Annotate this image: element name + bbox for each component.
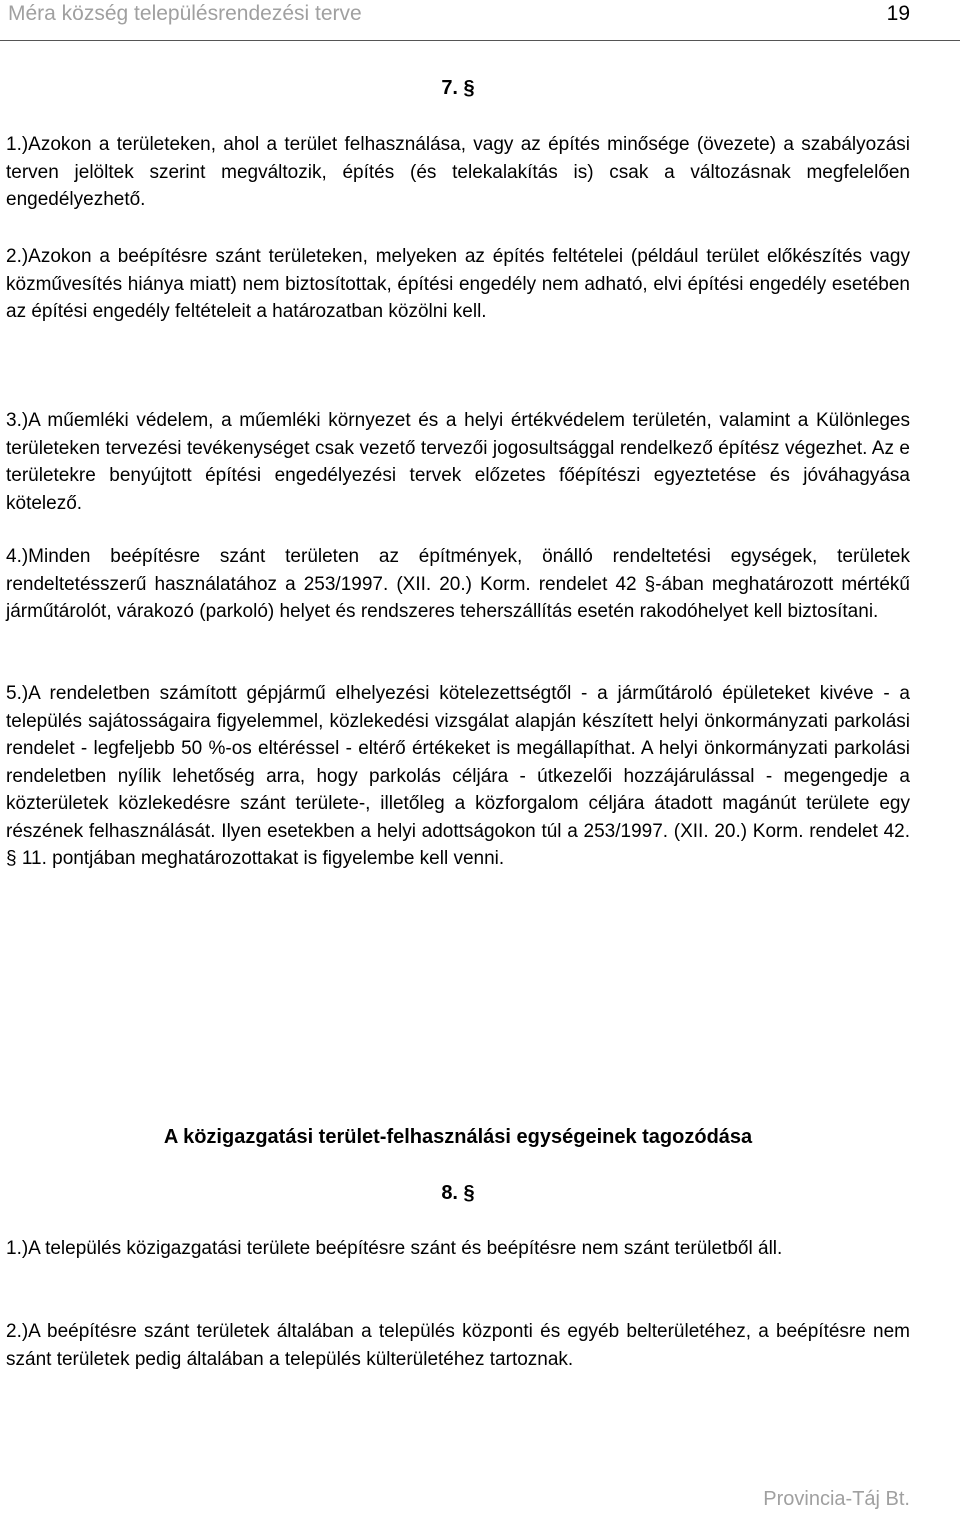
section-7-paragraph-4: 4.)Minden beépítésre szánt területen az építmények, önálló rendeltetési egységek, területek rendeltetésszerű használatához a 253/1997. (XII. 20.) Korm. rendelet 42 §-ában meghatározott mértékű járműtárolót, várakozó (parkoló) helyet és rendszeres teherszállítás esetén rakodóhelyet kell biztosítani. bbox=[6, 546, 910, 622]
page-number: 19 bbox=[886, 2, 910, 25]
section-8-mark: 8. § bbox=[441, 1182, 475, 1204]
section-7-paragraph-5: 5.)A rendeletben számított gépjármű elhelyezési kötelezettségtől - a járműtároló épületeket kivéve - a település sajátosságaira figyelemmel, közlekedési vizsgálat alapján készített helyi önkormányzati parkolási rendelet - legfeljebb 50 %-os eltéréssel - eltérő értékeket is megállapíthat. A helyi önkormányzati parkolási rendeletben nyílik lehetőség arra, hogy parkolás céljára - útkezelői hozzájárulással - megengedje a közterületek közlekedésre szánt területe-, illetőleg a közforgalom céljára átadott magánút területe egy részének felhasználását. Ilyen esetekben a helyi adottságokon túl a 253/1997. (XII. 20.) Korm. rendelet 42. § 11. pontjában meghatározottakat is figyelembe kell venni. bbox=[6, 683, 910, 869]
section-7-mark: 7. § bbox=[441, 77, 475, 99]
document-title: Méra község településrendezési terve bbox=[8, 2, 362, 25]
section-7-paragraph-2: 2.)Azokon a beépítésre szánt területeken, melyeken az építés feltételei (például terület előkészítés vagy közművesítés hiánya miatt) nem biztosítottak, építési engedély nem adható, elvi építési engedély esetében az építési engedély feltételeit a határozatban közölni kell. bbox=[6, 246, 910, 322]
chapter-heading: A közigazgatási terület-felhasználási egységeinek tagozódása bbox=[163, 1126, 753, 1148]
page-header bbox=[0, 0, 960, 41]
section-8-paragraph-2: 2.)A beépítésre szánt területek általában a település központi és egyéb belterületéhez, a beépítésre nem szánt területek pedig általában a település külterületéhez tartoznak. bbox=[6, 1321, 910, 1370]
section-8-paragraph-1: 1.)A település közigazgatási területe beépítésre szánt és beépítésre nem szánt területből áll. bbox=[6, 1238, 783, 1259]
section-7-paragraph-3: 3.)A műemléki védelem, a műemléki környezet és a helyi értékvédelem területén, valamint a Különleges területeken tervezési tevékenységet csak vezető tervezői jogosultsággal rendelkező építész végezhet. Az e területekre benyújtott építési engedélyezési tervek előzetes főépítészi egyeztetése és jóváhagyása kötelező. bbox=[6, 410, 910, 514]
page-footer: Provincia-Táj Bt. bbox=[763, 1488, 910, 1510]
section-7-paragraph-1: 1.)Azokon a területeken, ahol a terület felhasználása, vagy az építés minősége (övezete) a szabályozási terven jelöltek szerint megváltozik, építés (és telekalakítás is) csak a változásnak megfelelően engedélyezhető. bbox=[6, 134, 910, 210]
